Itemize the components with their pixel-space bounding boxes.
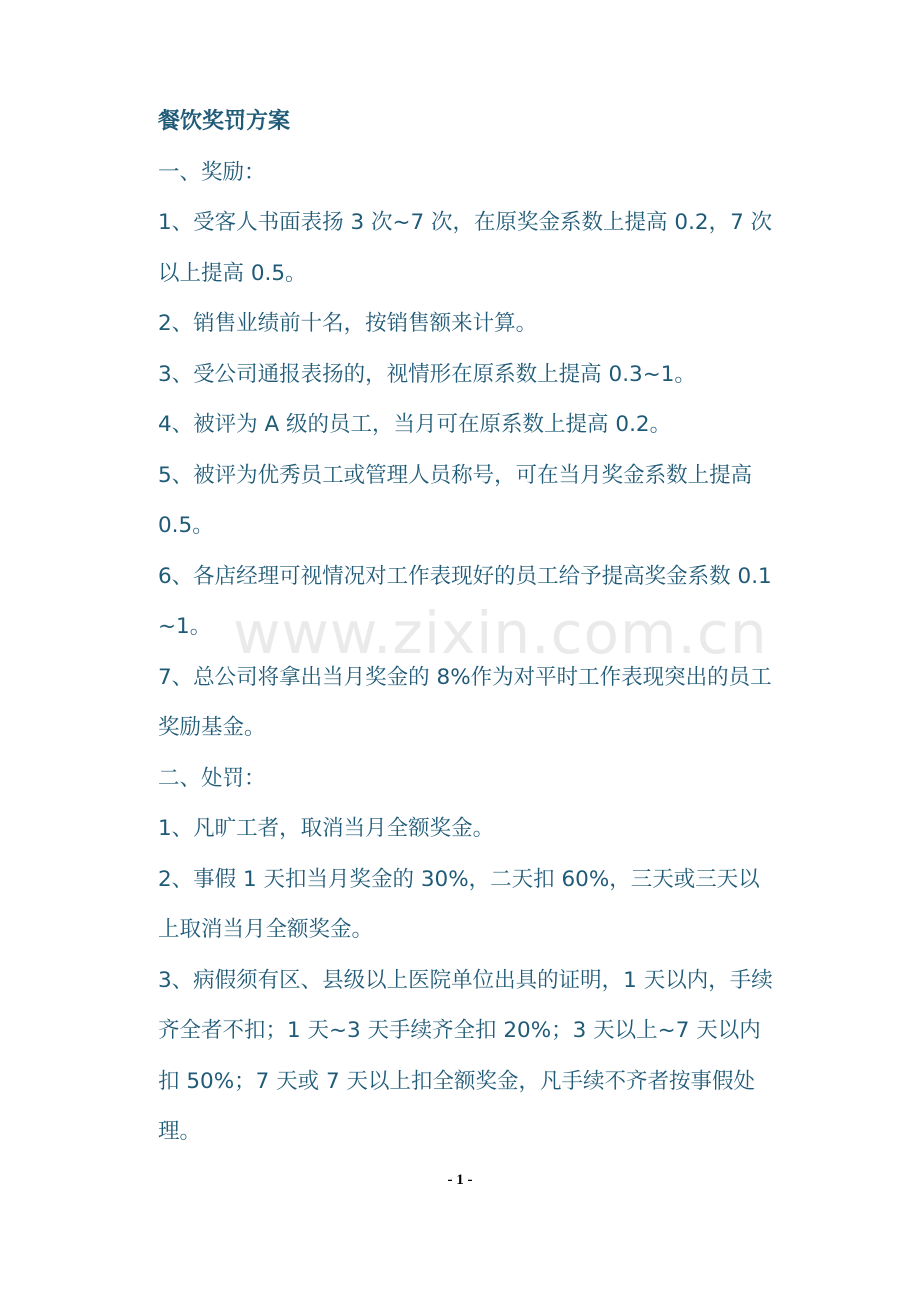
reward-item-5: 5、被评为优秀员工或管理人员称号，可在当月奖金系数上提高 0.5。 — [158, 462, 753, 538]
penalty-item-1: 1、凡旷工者，取消当月全额奖金。 — [158, 816, 495, 841]
penalty-item-2: 2、事假 1 天扣当月奖金的 30%，二天扣 60%，三天或三天以上取消当月全额奖金。 — [158, 866, 760, 942]
reward-item-2: 2、销售业绩前十名，按销售额来计算。 — [158, 311, 538, 336]
reward-item-4: 4、被评为 A 级的员工，当月可在原系数上提高 0.2。 — [158, 412, 672, 437]
document-body — [158, 97, 778, 1158]
watermark: www.zixin.com.cn — [233, 599, 768, 667]
section-heading-rewards: 一、奖励： — [158, 159, 266, 185]
document-title: 餐饮奖罚方案 — [158, 109, 291, 134]
section-heading-penalties: 二、处罚： — [158, 765, 266, 791]
reward-item-3: 3、受公司通报表扬的，视情形在原系数上提高 0.3~1。 — [158, 361, 696, 387]
reward-item-7: 7、总公司将拿出当月奖金的 8%作为对平时工作表现突出的员工奖励基金。 — [158, 664, 772, 740]
penalty-item-3: 3、病假须有区、县级以上医院单位出具的证明，1 天以内，手续齐全者不扣；1 天~3 天手续齐全扣 20%；3 天以上~7 天以内扣 50%；7 天或 7 天以上扣全额奖金，凡手续不齐者按事假处理。 — [158, 967, 773, 1144]
reward-item-6: 6、各店经理可视情况对工作表现好的员工给予提高奖金系数 0.1~1。 — [158, 563, 772, 639]
page-number: - 1 - — [447, 1172, 473, 1188]
reward-item-1: 1、受客人书面表扬 3 次~7 次，在原奖金系数上提高 0.2，7 次以上提高 0.5。 — [158, 210, 773, 286]
